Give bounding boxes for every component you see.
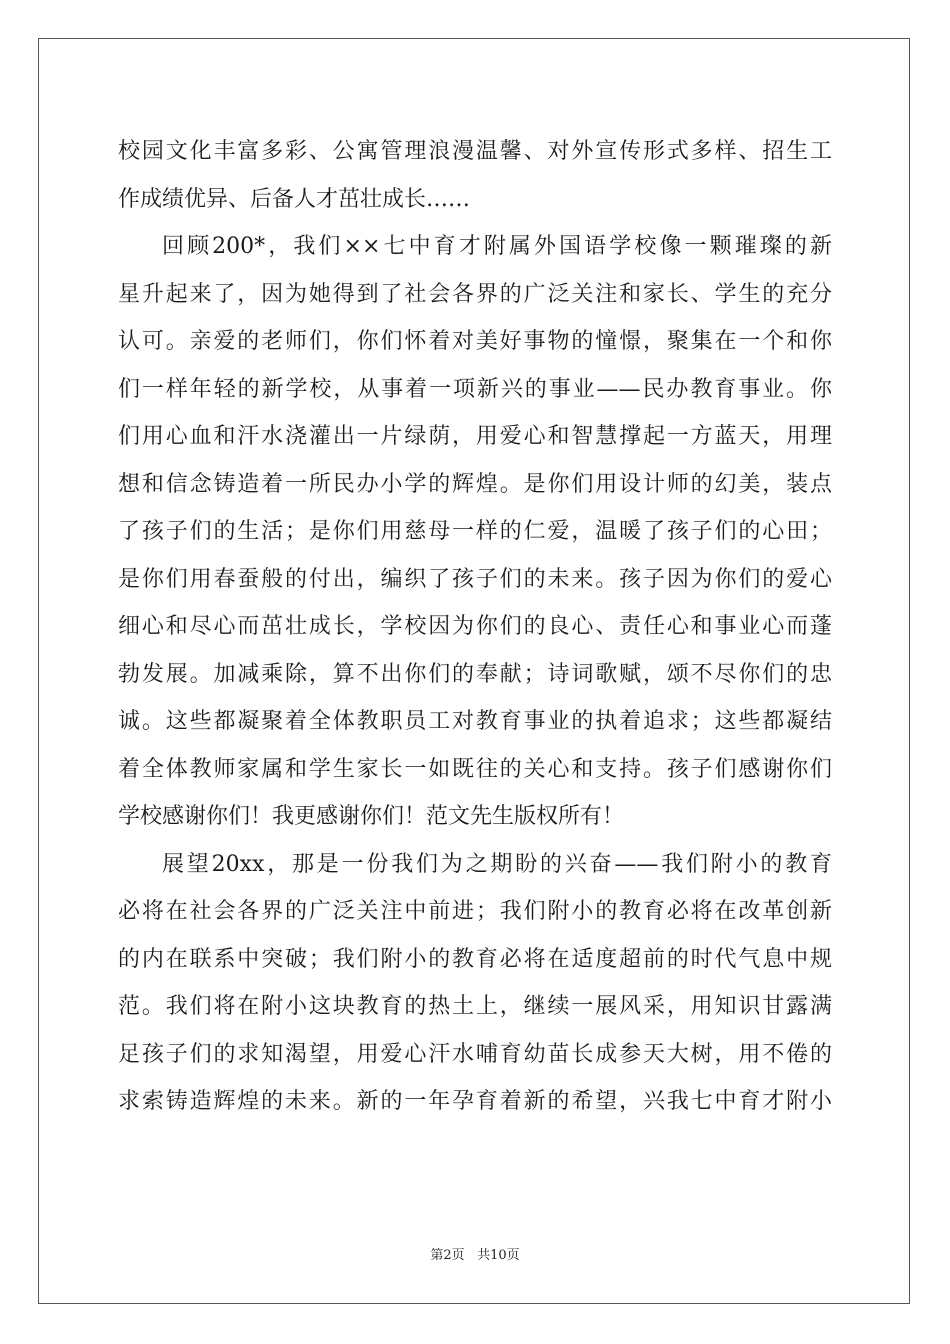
text-line: 想和信念铸造着一所民办小学的辉煌。是你们用设计师的幻美，装点 [118,471,832,497]
text-line: 诚。这些都凝聚着全体教职员工对教育事业的执着追求；这些都凝结 [118,709,832,734]
text-line: 校园文化丰富多彩、公寓管理浪漫温馨、对外宣传形式多样、招生工 [118,139,832,164]
text-line: 星升起来了，因为她得到了社会各界的广泛关注和家长、学生的充分 [118,281,832,307]
text-line: 细心和尽心而茁壮成长，学校因为你们的良心、责任心和事业心而蓬 [118,614,832,639]
page-total: 共10页 [477,1248,520,1263]
text-line: 着全体教师家属和学生家长一如既往的关心和支持。孩子们感谢你们 [118,756,832,782]
text-line: 是你们用春蚕般的付出，编织了孩子们的未来。孩子因为你们的爱心 [118,566,832,592]
text-line: 学校感谢你们！我更感谢你们！范文先生版权所有！ [118,804,625,829]
text-line: 作成绩优异、后备人才茁壮成长…… [118,186,471,212]
text-line: 们用心血和汗水浇灌出一片绿荫，用爱心和智慧撑起一方蓝天，用理 [118,424,832,449]
text-line: 回顾200*，我们××七中育才附属外国语学校像一颗璀璨的新 [162,234,832,259]
text-line: 范。我们将在附小这块教育的热土上，继续一展风采，用知识甘露满 [118,994,832,1019]
text-line: 的内在联系中突破；我们附小的教育必将在适度超前的时代气息中规 [118,946,832,972]
text-line: 求索铸造辉煌的未来。新的一年孕育着新的希望，兴我七中育才附小 [118,1089,832,1114]
text-line: 们一样年轻的新学校，从事着一项新兴的事业——民办教育事业。你 [118,376,832,402]
text-line: 必将在社会各界的广泛关注中前进；我们附小的教育必将在改革创新 [118,899,832,924]
text-line: 了孩子们的生活；是你们用慈母一样的仁爱，温暖了孩子们的心田； [118,519,832,544]
document-body [118,128,832,1126]
footer-spacer [465,1248,477,1263]
text-line: 认可。亲爱的老师们，你们怀着对美好事物的憧憬，聚集在一个和你 [118,329,832,354]
page-footer [0,1247,950,1265]
page-number: 第2页 [430,1248,465,1263]
text-line: 勃发展。加减乘除，算不出你们的奉献；诗词歌赋，颂不尽你们的忠 [118,661,832,687]
text-line: 展望20xx，那是一份我们为之期盼的兴奋——我们附小的教育 [162,851,832,877]
text-line: 足孩子们的求知渴望，用爱心汗水哺育幼苗长成参天大树，用不倦的 [118,1041,832,1067]
